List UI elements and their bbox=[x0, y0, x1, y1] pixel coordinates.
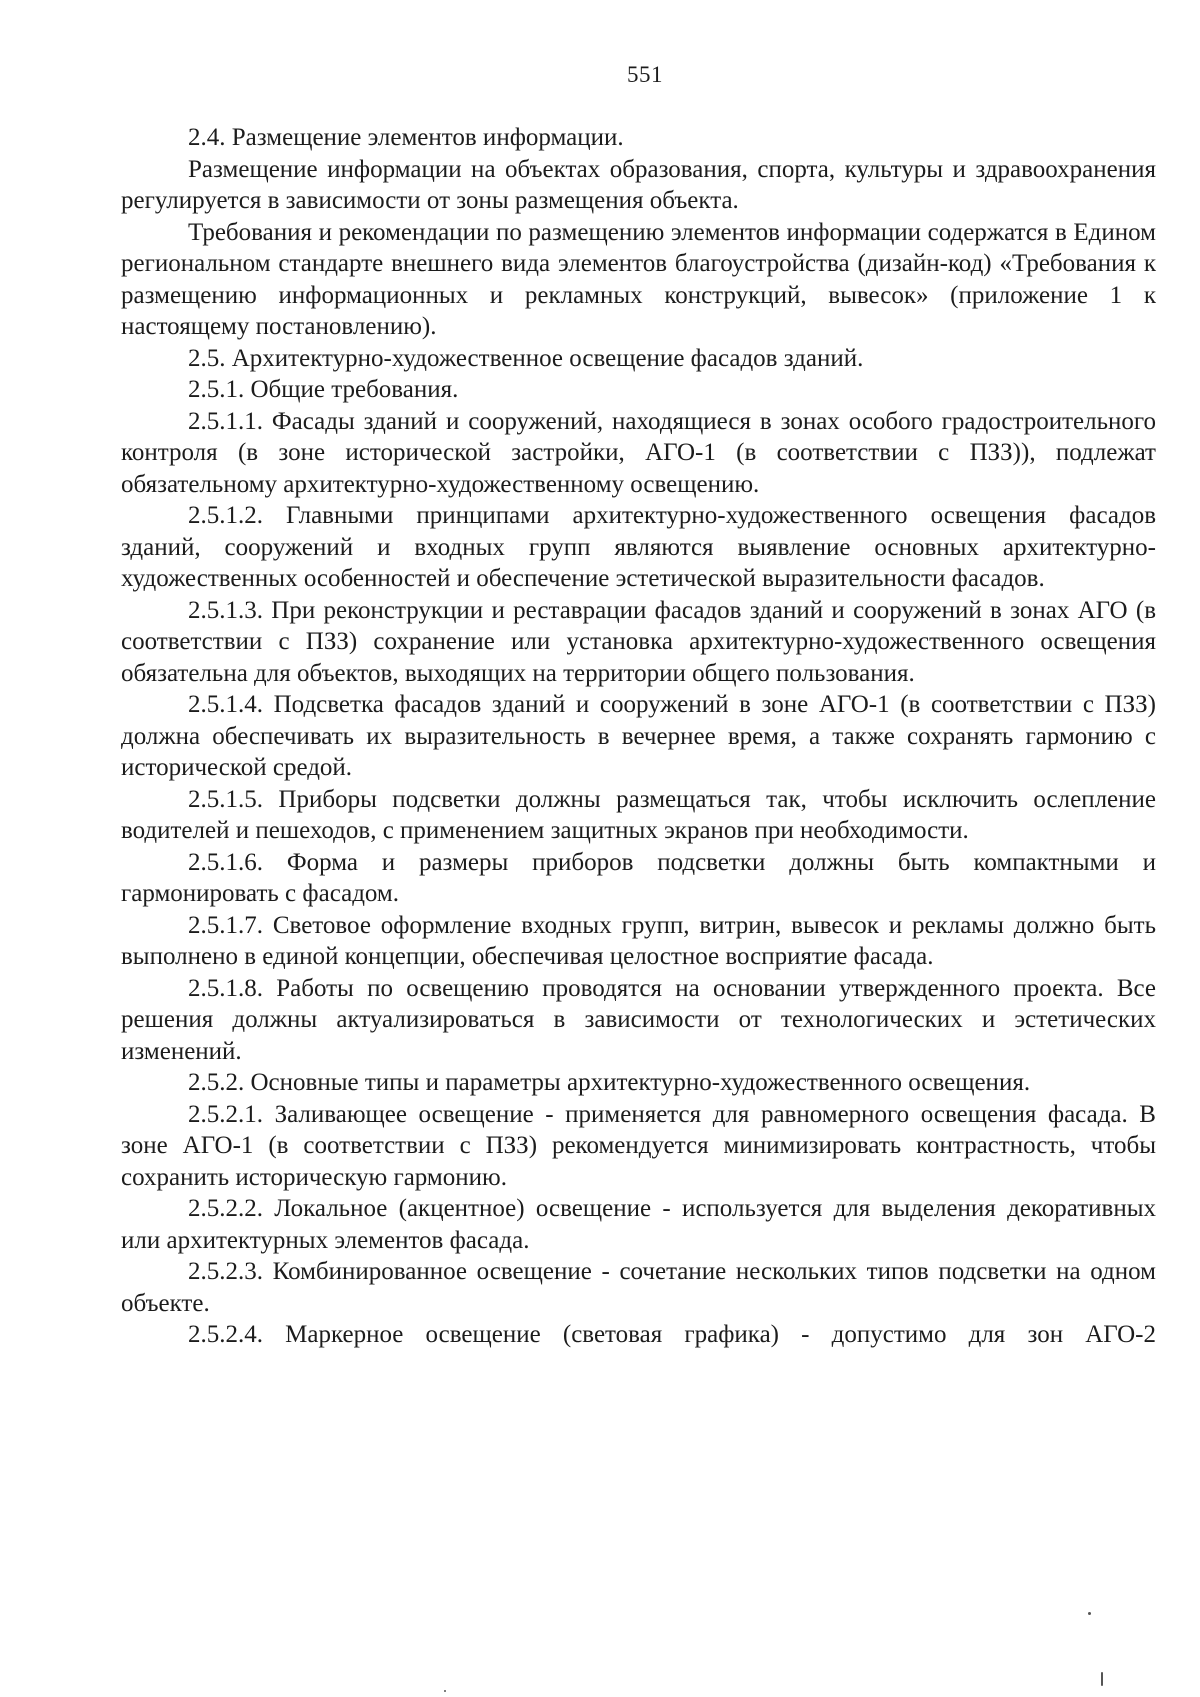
paragraph: 2.5.1.3. При реконструкции и реставрации фасадов зданий и сооружений в зонах АГО (в соответствии с ПЗЗ) сохранение или установка архитектурно-художественного освещения обязательна для объектов, выходящих на территории общего пользования. bbox=[121, 596, 1156, 687]
paragraph: 2.5.1.1. Фасады зданий и сооружений, находящиеся в зонах особого градостроительного контроля (в зоне исторической застройки, АГО-1 (в соответствии с ПЗЗ)), подлежат обязательному архитектурно-художественному освещению. bbox=[121, 407, 1156, 498]
paragraph: 2.5.1.5. Приборы подсветки должны размещаться так, чтобы исключить ослепление водителей и пешеходов, с применением защитных экранов при необходимости. bbox=[121, 785, 1156, 844]
section-heading-2-5: 2.5. Архитектурно-художественное освещение фасадов зданий. bbox=[188, 344, 864, 372]
paragraph: 2.5.2.1. Заливающее освещение - применяется для равномерного освещения фасада. В зоне АГО-1 (в соответствии с ПЗЗ) рекомендуется минимизировать контрастность, чтобы сохранить историческую гармонию. bbox=[121, 1100, 1156, 1191]
paragraph: 2.5.1.4. Подсветка фасадов зданий и сооружений в зоне АГО-1 (в соответствии с ПЗЗ) должна обеспечивать их выразительность в вечернее время, а также сохранять гармонию с исторической средой. bbox=[121, 691, 1156, 781]
document-body bbox=[121, 122, 1156, 1351]
paragraph: 2.5.2.4. Маркерное освещение (световая графика) - допустимо для зон АГО-2 bbox=[188, 1321, 1156, 1348]
paragraph: Требования и рекомендации по размещению элементов информации содержатся в Едином региональном стандарте внешнего вида элементов благоустройства (дизайн-код) «Требования к размещению информационных и рекламных конструкций, вывесок» (приложение 1 к настоящему постановлению). bbox=[121, 218, 1156, 340]
section-heading-2-4: 2.4. Размещение элементов информации. bbox=[188, 124, 624, 151]
section-heading-2-5-1: 2.5.1. Общие требования. bbox=[188, 376, 459, 403]
paragraph: 2.5.1.8. Работы по освещению проводятся на основании утвержденного проекта. Все решения должны актуализироваться в зависимости от технологических и эстетических изменений. bbox=[121, 974, 1156, 1065]
paragraph: 2.5.2.2. Локальное (акцентное) освещение - используется для выделения декоративных или архитектурных элементов фасада. bbox=[121, 1195, 1156, 1254]
scan-speck bbox=[1088, 1612, 1091, 1615]
paragraph: 2.5.1.6. Форма и размеры приборов подсветки должны быть компактными и гармонировать с фасадом. bbox=[121, 848, 1156, 907]
section-heading-2-5-2: 2.5.2. Основные типы и параметры архитектурно-художественного освещения. bbox=[188, 1069, 1031, 1096]
paragraph: 2.5.1.2. Главными принципами архитектурно-художественного освещения фасадов зданий, сооружений и входных групп являются выявление основных архитектурно-художественных особенностей и обеспечение эстетической выразительности фасадов. bbox=[121, 502, 1156, 592]
scan-speck bbox=[1101, 1672, 1103, 1686]
paragraph: 2.5.2.3. Комбинированное освещение - сочетание нескольких типов подсветки на одном объекте. bbox=[121, 1258, 1156, 1317]
paragraph: Размещение информации на объектах образования, спорта, культуры и здравоохранения регулируется в зависимости от зоны размещения объекта. bbox=[121, 155, 1156, 214]
scan-speck bbox=[444, 1690, 446, 1692]
paragraph: 2.5.1.7. Световое оформление входных групп, витрин, вывесок и рекламы должно быть выполнено в единой концепции, обеспечивая целостное восприятие фасада. bbox=[121, 911, 1156, 970]
page-number: 551 bbox=[627, 62, 663, 87]
